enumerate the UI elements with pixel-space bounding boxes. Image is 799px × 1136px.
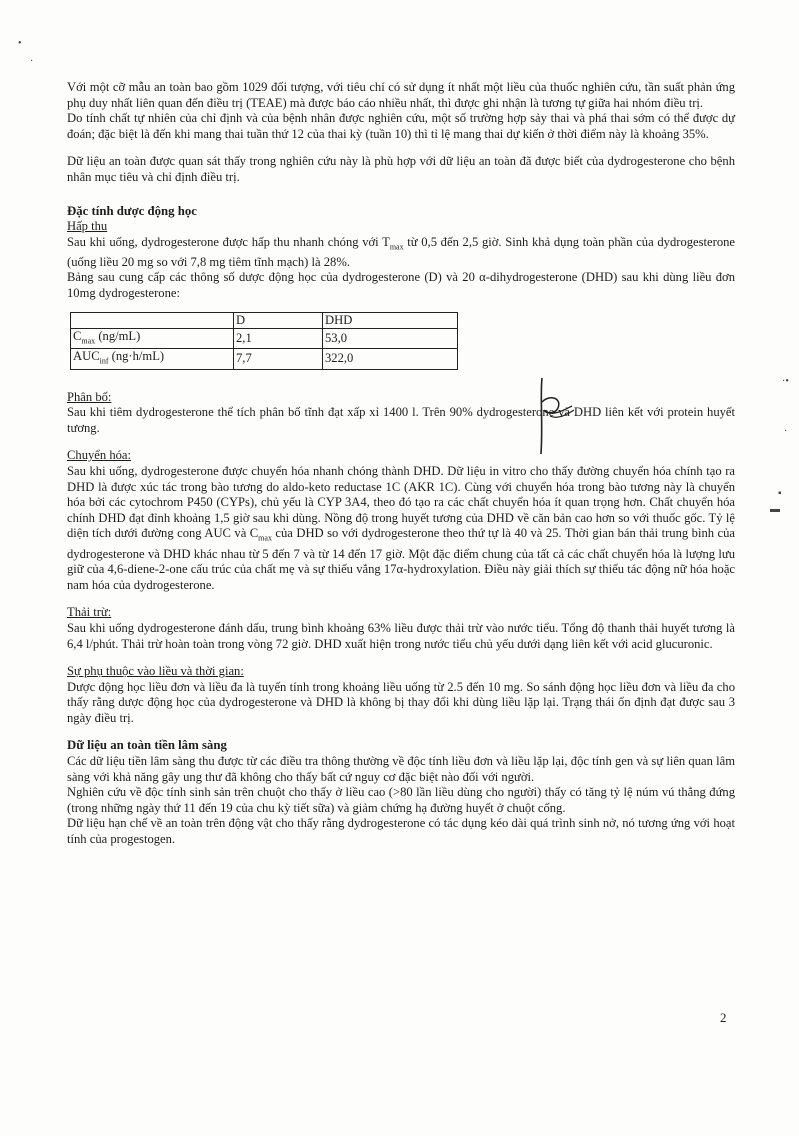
scan-speck: ▬ xyxy=(770,504,780,515)
handwritten-signature xyxy=(528,372,588,462)
pk-heading: Đặc tính dược động học xyxy=(67,203,197,218)
table-cell: 2,1 xyxy=(234,328,323,349)
absorption-paragraph-1: Sau khi uống, dydrogesterone được hấp thu nhanh chóng với $T_{max}$ từ 0,5 đến 2,5 giờ. Sinh khả dụng toàn phần của dydrogesterone (uống liều 20 mg so với 7,8 mg tiêm tĩnh mạch) là 28%. xyxy=(67,234,736,269)
scan-speck: ▪ xyxy=(778,488,782,499)
table-header-row xyxy=(71,312,458,328)
dose-dependence-paragraph: Dược động học liều đơn và liều đa là tuyến tính trong khoảng liều uống từ 2.5 đến 10 mg. So sánh động học liều đơn và liều đa cho thấy rằng dược động học của dydrogesterone và DHD là không bị thay đổi khi dùng liều lặp lại. Trạng thái ổn định đạt được sau 3 ngày điều trị. xyxy=(67,679,735,725)
distribution-paragraph: Sau khi tiêm dydrogesterone thể tích phân bố tĩnh đạt xấp xỉ 1400 l. Trên 90% dydrogesterone và DHD liên kết với protein huyết tương. xyxy=(67,405,735,435)
table-row-label: $C_{max}$ (ng/mL) xyxy=(71,328,234,349)
preclinical-heading: Dữ liệu an toàn tiền lâm sàng xyxy=(67,738,227,753)
document-page xyxy=(67,80,735,848)
absorption-title: Hấp thu xyxy=(67,219,108,234)
dose-dependence-title: Sự phụ thuộc vào liều và thời gian: xyxy=(67,664,244,679)
table-cell: 53,0 xyxy=(323,328,458,349)
scan-speck: ·• xyxy=(782,376,789,387)
metabolism-paragraph: Sau khi uống, dydrogesterone được chuyển hóa nhanh chóng thành DHD. Dữ liệu in vitro cho thấy đường chuyển hóa chính tạo ra DHD là được xúc tác trong bào tương do aldo-keto reductase 1C (AKR 1C). Cùng với chuyển hóa trong bào tương này là chuyển hóa bởi các cytochrom P450 (CYPs), chủ yếu là CYP 3A4, theo đó tạo ra các chất chuyển hóa ít quan trọng hơn. Chất chuyển hóa chính DHD đạt đỉnh khoảng 1,5 giờ sau khi dùng. Nồng độ trong huyết tương của DHD về căn bản cao hơn so với thuốc gốc. Tỷ lệ diện tích dưới đường cong AUC và $C_{max}$ của DHD so với dydrogesterone theo thứ tự là 40 và 25. Thời gian bán thải trung bình của dydrogesterone và DHD khác nhau từ 5 đến 7 và từ 14 đến 17 giờ. Một đặc điểm chung của tất cả các chất chuyển hóa là lượng lưu giữ của 4,6-diene-2-one cấu trúc của chất mẹ và sự thiếu vắng 17α-hydroxylation. Điều này giải thích sự thiếu tác động nữ hóa hoặc nam hóa của dydrogesterone. xyxy=(67,464,735,592)
scan-speck: • xyxy=(18,38,22,49)
table-header-cell: DHD xyxy=(323,312,458,328)
pk-table xyxy=(70,312,458,370)
preclinical-paragraph-2: Nghiên cứu về độc tính sinh sản trên chuột cho thấy ở liều cao (>80 lần liều dùng cho người) thấy có tăng tỷ lệ núm vú thẳng đứng (trong những ngày thứ 11 đến 19 của chu kỳ tiết sữa) và giảm chứng hạ đường huyết ở chuột cống. xyxy=(67,785,735,815)
table-cell: 7,7 xyxy=(234,349,323,370)
scan-speck: · xyxy=(30,56,34,67)
page-number: 2 xyxy=(720,1010,727,1025)
table-row xyxy=(71,349,458,370)
table-row-label: $AUC_{inf}$ (ng·h/mL) xyxy=(71,349,234,370)
preclinical-paragraph-1: Các dữ liệu tiền lâm sàng thu được từ các điều tra thông thường về độc tính liều đơn và liều lặp lại, độc tính gen và sự liên quan lâm sàng với khả năng gây ung thư đã không cho thấy bất cứ nguy cơ đặc biệt nào đối với người. xyxy=(67,754,735,784)
safety-paragraph-3: Dữ liệu an toàn được quan sát thấy trong nghiên cứu này là phù hợp với dữ liệu an toàn đã được biết của dydrogesterone cho bệnh nhân mục tiêu và chỉ định điều trị. xyxy=(67,154,735,184)
table-cell: 322,0 xyxy=(323,349,458,370)
table-header-cell xyxy=(71,312,234,328)
elimination-paragraph: Sau khi uống dydrogesterone đánh dấu, trung bình khoảng 63% liều được thải trừ vào nước tiểu. Tổng độ thanh thải huyết tương là 6,4 l/phút. Thải trừ hoàn toàn trong vòng 72 giờ. DHD xuất hiện trong nước tiểu chủ yếu dưới dạng liên kết với acid glucuronic. xyxy=(67,620,735,651)
scan-speck: · xyxy=(784,426,788,437)
distribution-title: Phân bố: xyxy=(67,389,112,404)
absorption-paragraph-2: Bảng sau cung cấp các thông số dược động học của dydrogesterone (D) và 20 α-dihydrogesterone (DHD) sau khi dùng liều đơn 10mg dydrogesterone: xyxy=(67,270,735,301)
elimination-title: Thải trừ: xyxy=(67,605,112,620)
safety-paragraph-1: Với một cỡ mẫu an toàn bao gồm 1029 đối tượng, với tiêu chí có sử dụng ít nhất một liều của thuốc nghiên cứu, tần suất phản ứng phụ duy nhất liên quan đến điều trị (TEAE) mà được báo cáo nhiều nhất, thì được ghi nhận là tương tự giữa hai nhóm điều trị. xyxy=(67,80,735,110)
safety-paragraph-2: Do tính chất tự nhiên của chỉ định và của bệnh nhân được nghiên cứu, một số trường hợp sảy thai và phá thai sớm có thể được dự đoán; đặc biệt là đến khi mang thai tuần thứ 12 của thai kỳ (tuần 10) thì tỉ lệ mang thai dự kiến ở thời điểm này là khoảng 35%. xyxy=(67,111,735,141)
table-row xyxy=(71,328,458,349)
metabolism-title: Chuyển hóa: xyxy=(67,448,132,463)
preclinical-paragraph-3: Dữ liệu hạn chế về an toàn trên động vật cho thấy rằng dydrogesterone có tác dụng kéo dài quá trình sinh nở, nó tương ứng với hoạt tính của progestogen. xyxy=(67,816,735,847)
table-header-cell: D xyxy=(234,312,323,328)
